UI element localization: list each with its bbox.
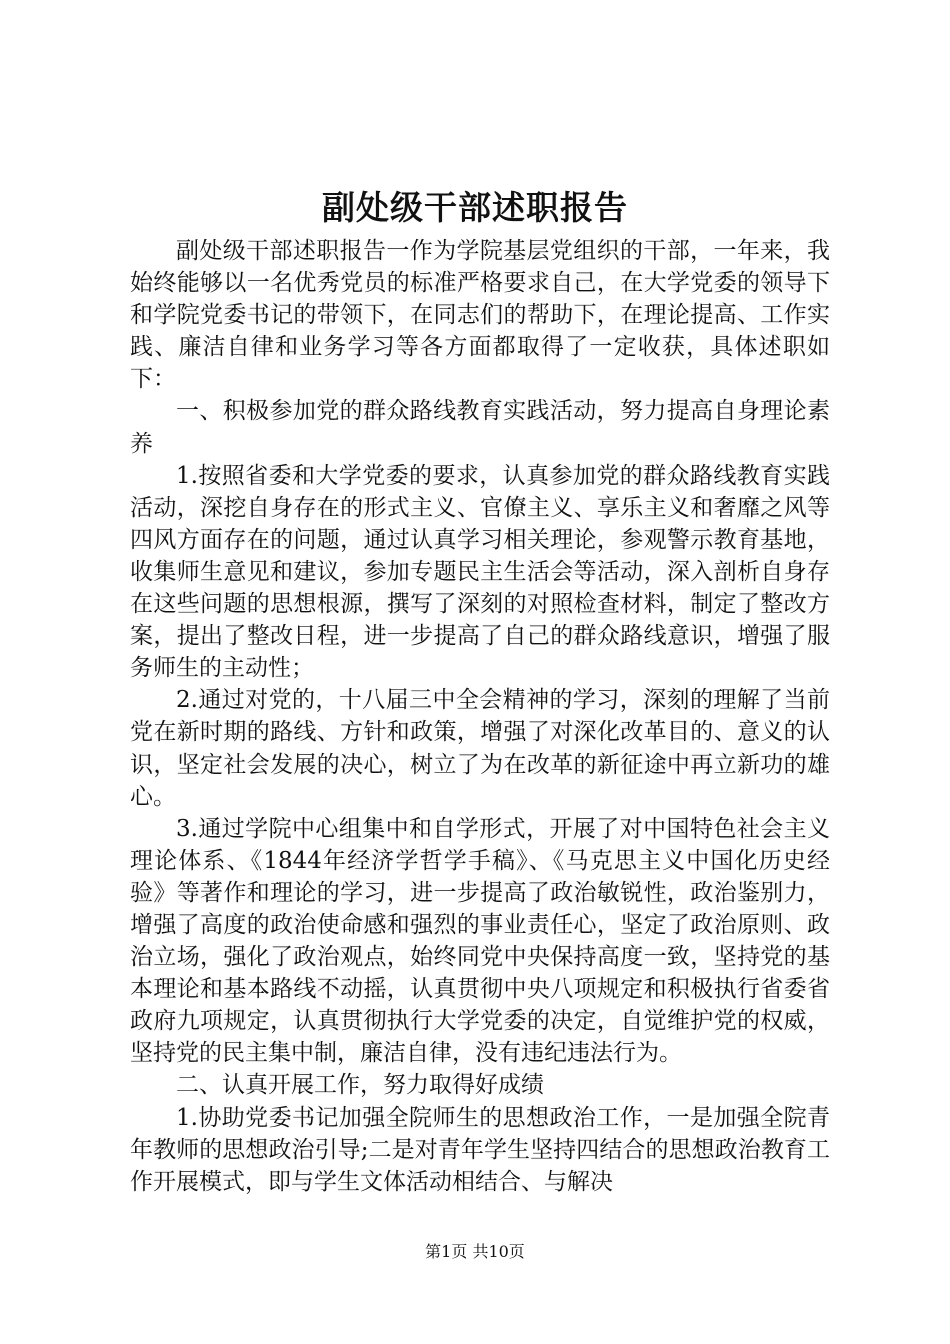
page-title: 副处级干部述职报告 [322, 188, 628, 227]
page-footer: 第1页 共10页 [425, 1242, 525, 1261]
paragraph-1-2: 2.通过对党的，十八届三中全会精神的学习，深刻的理解了当前党在新时期的路线、方针和政策，增强了对深化改革目的、意义的认识，坚定社会发展的决心，树立了为在改革的新征途中再立新功的雄心。 [130, 687, 830, 810]
paragraph-intro: 副处级干部述职报告一作为学院基层党组织的干部，一年来，我始终能够以一名优秀党员的标准严格要求自己，在大学党委的领导下和学院党委书记的带领下，在同志们的帮助下，在理论提高、工作实践、廉洁自律和业务学习等各方面都取得了一定收获，具体述职如下： [130, 238, 830, 393]
paragraph-1-3: 3.通过学院中心组集中和自学形式，开展了对中国特色社会主义理论体系、《1844年经济学哲学手稿》、《马克思主义中国化历史经验》等著作和理论的学习，进一步提高了政治敏锐性，政治鉴别力，增强了高度的政治使命感和强烈的事业责任心，坚定了政治原则、政治立场，强化了政治观点，始终同党中央保持高度一致，坚持党的基本理论和基本路线不动摇，认真贯彻中央八项规定和积极执行省委省政府九项规定，认真贯彻执行大学党委的决定，自觉维护党的权威，坚持党的民主集中制，廉洁自律，没有违纪违法行为。 [130, 815, 830, 1067]
section-heading-2: 二、认真开展工作，努力取得好成绩 [176, 1072, 544, 1099]
document-body [130, 235, 830, 1198]
paragraph-2-1: 1.协助党委书记加强全院师生的思想政治工作，一是加强全院青年教师的思想政治引导;二是对青年学生坚持四结合的思想政治教育工作开展模式，即与学生文体活动相结合、与解决 [130, 1104, 830, 1195]
paragraph-1-1: 1.按照省委和大学党委的要求，认真参加党的群众路线教育实践活动，深挖自身存在的形式主义、官僚主义、享乐主义和奢靡之风等四风方面存在的问题，通过认真学习相关理论，参观警示教育基地，收集师生意见和建议，参加专题民主生活会等活动，深入剖析自身存在这些问题的思想根源，撰写了深刻的对照检查材料，制定了整改方案，提出了整改日程，进一步提高了自己的群众路线意识，增强了服务师生的主动性； [130, 462, 830, 682]
section-heading-1: 一、积极参加党的群众路线教育实践活动，努力提高自身理论素养 [130, 398, 830, 457]
